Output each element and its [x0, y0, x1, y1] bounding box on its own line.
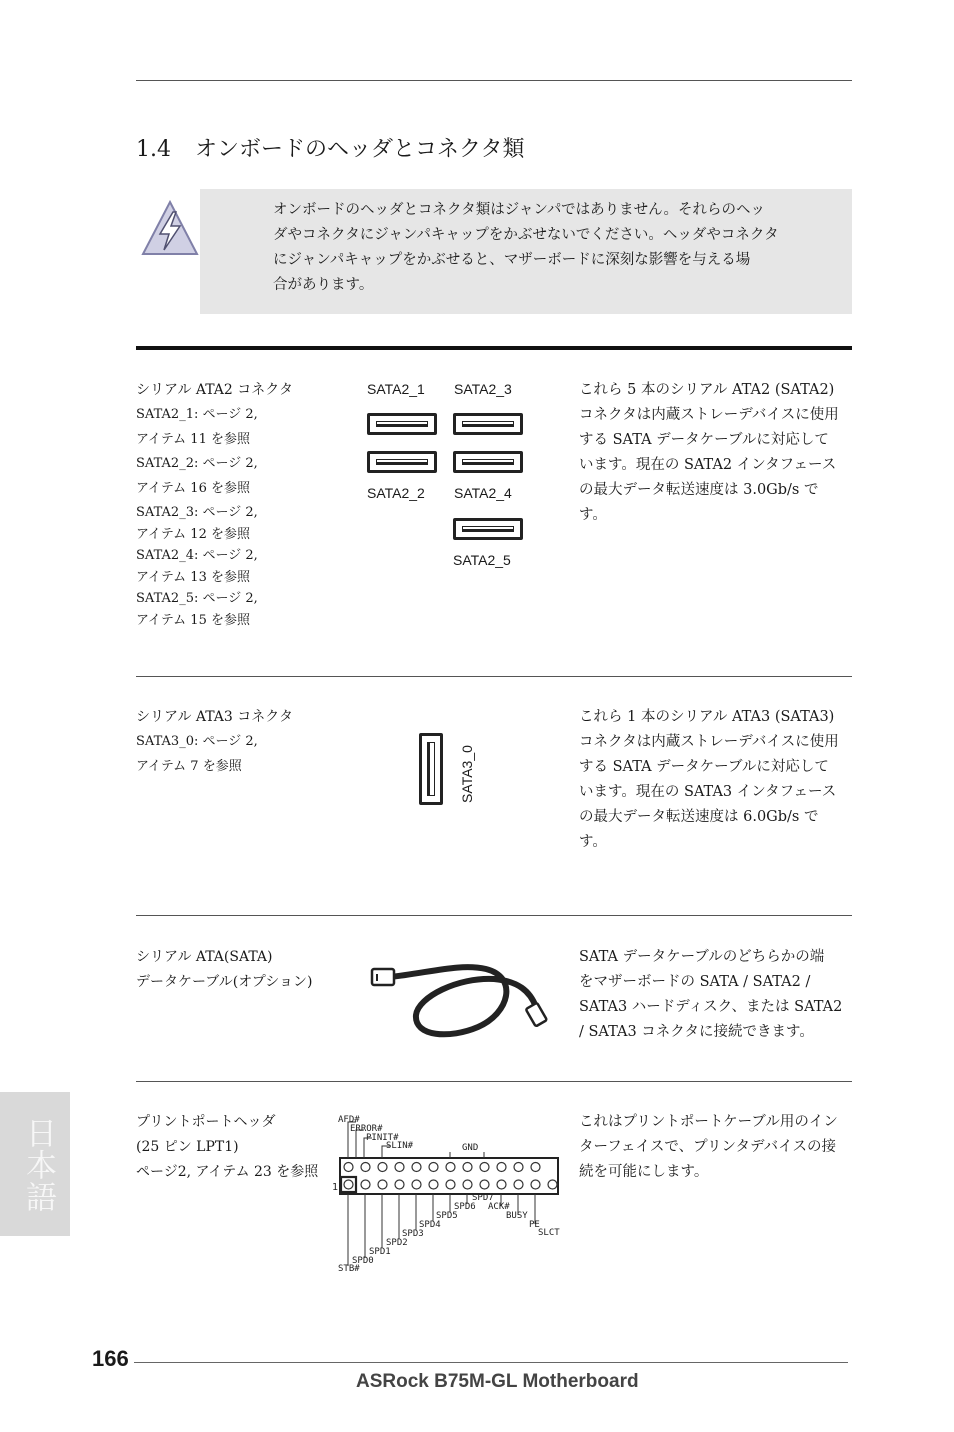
pin-one-label: 1 [332, 1182, 339, 1193]
sata3-description [579, 705, 855, 855]
sata2-item: アイテム 16 を参照 [136, 480, 250, 496]
warning-line: 合があります。 [273, 277, 374, 293]
cable-label-column [136, 945, 346, 995]
sata2-item: アイテム 11 を参照 [136, 431, 250, 447]
sata3-0-label: SATA3_0 [459, 745, 475, 803]
sata2-item: SATA2_4: ページ 2, [136, 548, 258, 563]
sata3-item: SATA3_0: ページ 2, [136, 734, 258, 749]
sata2-description-line: の最大データ転送速度は 3.0Gb/s で [579, 482, 819, 498]
sata2-description-line: います。現在の SATA2 インタフェース [579, 457, 837, 473]
sata2-3-label: SATA2_3 [454, 381, 512, 397]
sata2-item: SATA2_1: ページ 2, [136, 407, 258, 422]
warning-line: ダやコネクタにジャンパキャップをかぶせないでください。ヘッダやコネクタ [273, 227, 779, 243]
page-number: 166 [92, 1346, 129, 1371]
print-header-label-column [136, 1110, 346, 1185]
cable-title: シリアル ATA(SATA) [136, 949, 273, 965]
pin-label-spd5: SPD5 [436, 1211, 458, 1221]
sata2-1-label: SATA2_1 [367, 381, 425, 397]
pin-label-pe: PE [529, 1220, 540, 1230]
print-header-reference: ページ2, アイテム 23 を参照 [136, 1164, 319, 1180]
pin-label-spd0: SPD0 [352, 1256, 374, 1266]
sata3-description-line: する SATA データケーブルに対応して [579, 759, 829, 775]
sata2-item: SATA2_2: ページ 2, [136, 456, 258, 471]
cable-subtitle: データケーブル(オプション) [136, 974, 313, 990]
sata2-description-line: これら 5 本のシリアル ATA2 (SATA2) [579, 382, 835, 398]
sata3-item: アイテム 7 を参照 [136, 758, 242, 774]
section-heading [136, 132, 525, 163]
sata2-description-line: コネクタは内蔵ストレーデバイスに使用 [579, 407, 839, 423]
sata3-description-line: の最大データ転送速度は 6.0Gb/s で [579, 809, 819, 825]
footer-rule [134, 1362, 848, 1363]
pin-label-spd4: SPD4 [419, 1220, 441, 1230]
sata2-item: アイテム 13 を参照 [136, 569, 250, 585]
sata2-3-connector [453, 413, 523, 435]
cable-description-line: / SATA3 コネクタに接続できます。 [579, 1024, 814, 1040]
top-rule [136, 80, 852, 81]
section-thick-rule [136, 346, 852, 350]
pin-label-slct: SLCT [538, 1228, 560, 1238]
cable-description-line: をマザーボードの SATA / SATA2 / [579, 974, 811, 990]
sata2-description [579, 378, 855, 528]
pin-label-gnd: GND [462, 1143, 479, 1153]
pin-label-spd1: SPD1 [369, 1247, 391, 1257]
cable-description-line: SATA3 ハードディスク、または SATA2 [579, 999, 843, 1015]
print-header-pins: (25 ピン LPT1) [136, 1139, 239, 1155]
pin-label-spd2: SPD2 [386, 1238, 408, 1248]
sata2-1-connector [367, 413, 437, 435]
warning-line: オンボードのヘッダとコネクタ類はジャンパではありません。それらのヘッ [273, 202, 765, 218]
language-side-tab-label: 日本語 [20, 1117, 56, 1213]
section-title: オンボードのヘッダとコネクタ類 [195, 137, 525, 162]
sata2-5-connector [453, 518, 523, 540]
pin-label-stb: STB# [338, 1264, 360, 1274]
divider-rule [136, 676, 852, 677]
print-port-header-diagram [330, 1108, 570, 1274]
sata2-4-label: SATA2_4 [454, 485, 512, 501]
sata3-0-connector [419, 733, 443, 805]
cable-description-line: SATA データケーブルのどちらかの端 [579, 949, 825, 965]
sata3-title: シリアル ATA3 コネクタ [136, 709, 293, 725]
divider-rule [136, 915, 852, 916]
warning-line: にジャンパキャップをかぶせると、マザーボードに深刻な影響を与える場 [273, 252, 751, 268]
sata3-description-line: す。 [579, 834, 607, 850]
sata3-label-column [136, 705, 346, 777]
pin-label-error: ERROR# [350, 1124, 383, 1134]
pin-label-spd6: SPD6 [454, 1202, 476, 1212]
sata-cable-image [368, 955, 558, 1043]
print-header-description-line: ターフェイスで、プリンタデバイスの接 [579, 1139, 836, 1155]
pin-label-spd3: SPD3 [402, 1229, 424, 1239]
pin-label-spd7: SPD7 [472, 1193, 494, 1203]
print-header-title: プリントポートヘッダ [136, 1114, 276, 1130]
warning-lightning-icon [140, 198, 200, 258]
pin-label-busy: BUSY [506, 1211, 528, 1221]
sata2-item: SATA2_5: ページ 2, [136, 591, 258, 606]
sata2-label-column [136, 378, 346, 631]
sata2-2-label: SATA2_2 [367, 485, 425, 501]
sata2-item: アイテム 15 を参照 [136, 612, 250, 628]
print-header-description-line: これはプリントポートケーブル用のイン [579, 1114, 838, 1130]
pin-label-afd: AFD# [338, 1115, 360, 1125]
sata2-item: SATA2_3: ページ 2, [136, 505, 258, 520]
sata3-description-line: コネクタは内蔵ストレーデバイスに使用 [579, 734, 839, 750]
sata2-item: アイテム 12 を参照 [136, 526, 250, 542]
warning-text [273, 198, 793, 298]
pin-label-pinit: PINIT# [366, 1133, 399, 1143]
sata2-description-line: する SATA データケーブルに対応して [579, 432, 829, 448]
sata3-description-line: これら 1 本のシリアル ATA3 (SATA3) [579, 709, 835, 725]
footer-title: ASRock B75M-GL Motherboard [356, 1371, 639, 1392]
print-header-description-line: 続を可能にします。 [579, 1164, 709, 1180]
sata3-description-line: います。現在の SATA3 インタフェース [579, 784, 837, 800]
sata2-title: シリアル ATA2 コネクタ [136, 382, 293, 398]
divider-rule [136, 1081, 852, 1082]
sata2-5-label: SATA2_5 [453, 552, 511, 568]
sata2-description-line: す。 [579, 507, 607, 523]
pin-label-slin: SLIN# [386, 1141, 414, 1151]
sata2-4-connector [453, 451, 523, 473]
print-header-description [579, 1110, 855, 1185]
sata2-2-connector [367, 451, 437, 473]
section-number: 1.4 [136, 137, 171, 162]
cable-description [579, 945, 855, 1045]
pin-label-ack: ACK# [488, 1202, 510, 1212]
